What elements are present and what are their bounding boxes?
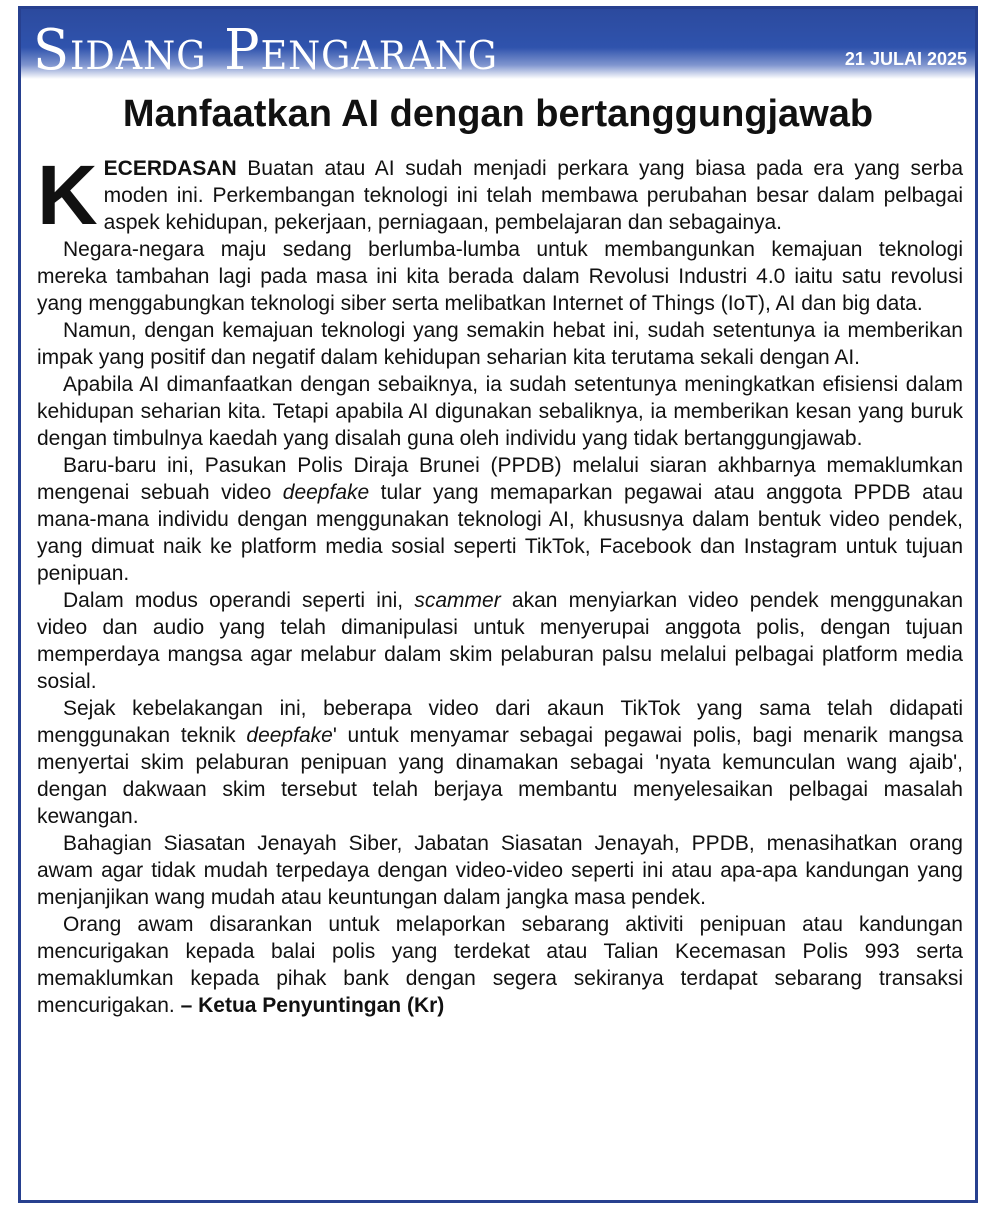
paragraph-7-text-a: Sejak kebelakangan ini, beberapa video dari akaun TikTok yang sama telah didapati menggunakan teknik (37, 697, 963, 747)
paragraph-9-text: Orang awam disarankan untuk melaporkan sebarang aktiviti penipuan atau kandungan mencurigakan kepada balai polis yang terdekat atau Talian Kecemasan Polis 993 serta memaklumkan kepada pihak bank dengan segera sekiranya terdapat sebarang transaksi mencurigakan. (37, 913, 963, 1017)
paragraph-4: Apabila AI dimanfaatkan dengan sebaiknya, ia sudah setentunya meningkatkan efisiensi dalam kehidupan seharian kita. Tetapi apabila AI digunakan sebaliknya, ia memberikan kesan yang buruk dengan timbulnya kaedah yang disalah guna oleh individu yang tidak bertanggungjawab. (37, 373, 963, 450)
publication-date: 21 JULAI 2025 (844, 49, 967, 69)
paragraph-7-emphasis: deepfake (246, 724, 333, 747)
paragraph-2: Negara-negara maju sedang berlumba-lumba untuk membangunkan kemajuan teknologi mereka tambahan lagi pada masa ini kita berada dalam Revolusi Industri 4.0 iaitu satu revolusi yang menggabungkan teknologi siber serta melibatkan Internet of Things (IoT), AI dan big data. (37, 238, 963, 315)
paragraph-7 (37, 695, 963, 830)
paragraph-5-text-a: Baru-baru ini, Pasukan Polis Diraja Brunei (PPDB) melalui siaran akhbarnya memaklumkan mengenai sebuah video (37, 454, 963, 504)
paragraph-6 (37, 587, 963, 695)
headline: Manfaatkan AI dengan bertanggungjawab (122, 93, 874, 135)
paragraph-5 (37, 452, 963, 587)
paragraph-7-text-b: ' untuk menyamar sebagai pegawai polis, bagi menarik mangsa menyertai skim pelaburan penipuan yang dinamakan sebagai 'nyata kemunculan wang ajaib', dengan dakwaan skim tersebut telah berjaya membantu menyelesaikan pelbagai masalah kewangan. (37, 724, 963, 828)
paragraph-5-emphasis: deepfake (282, 481, 370, 504)
paragraph-1 (37, 148, 963, 242)
paragraph-9 (37, 911, 963, 1019)
editorial-frame (18, 6, 978, 1203)
section-banner (21, 9, 975, 79)
paragraph-6-text-a: Dalam modus operandi seperti ini, (63, 589, 415, 612)
drop-cap: K (37, 148, 98, 242)
byline: – Ketua Penyuntingan (Kr) (180, 994, 445, 1017)
paragraph-6-text-b: akan menyiarkan video pendek menggunakan video dan audio yang telah dimanipulasi untuk menyerupai anggota polis, dengan tujuan memperdaya mangsa agar melabur dalam skim pelaburan palsu melalui pelbagai platform media sosial. (37, 589, 963, 693)
lead-word: ECERDASAN (103, 157, 237, 180)
paragraph-3: Namun, dengan kemajuan teknologi yang semakin hebat ini, sudah setentunya ia memberikan impak yang positif dan negatif dalam kehidupan seharian kita terutama sekali dengan AI. (37, 319, 963, 369)
paragraph-8: Bahagian Siasatan Jenayah Siber, Jabatan Siasatan Jenayah, PPDB, menasihatkan orang awam agar tidak mudah terpedaya dengan video-video seperti ini atau apa-apa kandungan yang menjanjikan wang mudah atau keuntungan dalam jangka masa pendek. (37, 832, 963, 909)
paragraph-1-text: Buatan atau AI sudah menjadi perkara yang biasa pada era yang serba moden ini. Perkembangan teknologi ini telah membawa perubahan besar dalam pelbagai aspek kehidupan, pekerjaan, perniagaan, pembelajaran dan sebagainya. (103, 157, 963, 234)
paragraph-6-emphasis: scammer (414, 589, 501, 612)
paragraph-5-text-b: tular yang memaparkan pegawai atau anggota PPDB atau mana-mana individu dengan menggunakan teknologi AI, khususnya dalam bentuk video pendek, yang dimuat naik ke platform media sosial seperti TikTok, Facebook dan Instagram untuk tujuan penipuan. (37, 481, 963, 585)
section-title: Sidang Pengarang (33, 18, 499, 79)
article-body (37, 148, 963, 1019)
